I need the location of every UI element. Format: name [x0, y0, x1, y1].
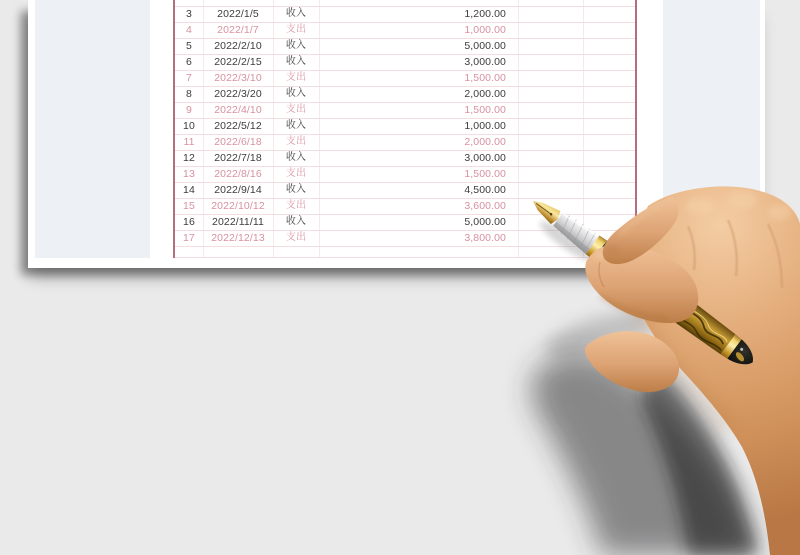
cell-row-number[interactable]: 3	[186, 7, 192, 20]
cell-amount[interactable]: 3,800.00	[464, 231, 506, 244]
cell-amount[interactable]: 1,000.00	[464, 23, 506, 36]
ledger-table	[173, 0, 637, 258]
cell-date[interactable]: 2022/12/13	[211, 231, 265, 244]
cell-type[interactable]: 收入	[285, 119, 307, 131]
table-bottom-gridline	[175, 257, 635, 258]
cell-amount[interactable]: 5,000.00	[464, 39, 506, 52]
cell-row-number[interactable]: 17	[183, 231, 195, 244]
cell-type[interactable]: 收入	[285, 55, 307, 67]
cell-date[interactable]: 2022/2/10	[214, 39, 262, 52]
cell-row-number[interactable]: 16	[183, 215, 195, 228]
table-row	[175, 86, 635, 102]
cell-amount[interactable]: 3,600.00	[464, 199, 506, 212]
cell-row-number[interactable]: 6	[186, 55, 192, 68]
cell-type[interactable]: 支出	[285, 199, 307, 211]
cell-amount[interactable]: 1,200.00	[464, 7, 506, 20]
cell-type[interactable]: 收入	[285, 183, 307, 195]
cell-row-number[interactable]: 11	[183, 135, 195, 148]
cell-row-number[interactable]: 9	[186, 103, 192, 116]
cell-type[interactable]: 支出	[285, 135, 307, 147]
cell-row-number[interactable]: 7	[186, 71, 192, 84]
cell-date[interactable]: 2022/4/10	[214, 103, 262, 116]
cell-date[interactable]: 2022/6/18	[214, 135, 262, 148]
cell-date[interactable]: 2022/1/5	[217, 7, 259, 20]
cell-amount[interactable]: 1,000.00	[464, 119, 506, 132]
cell-row-number[interactable]: 4	[186, 23, 192, 36]
table-row	[175, 166, 635, 182]
cell-type[interactable]: 支出	[285, 103, 307, 115]
right-margin-panel	[663, 0, 760, 258]
curled-finger	[585, 331, 679, 392]
cell-amount[interactable]: 1,500.00	[464, 167, 506, 180]
cell-date[interactable]: 2022/10/12	[211, 199, 265, 212]
pen-center-band	[647, 280, 680, 314]
table-row	[175, 54, 635, 70]
cell-row-number[interactable]: 13	[183, 167, 195, 180]
pen-end-cap	[721, 334, 760, 372]
table-row	[175, 214, 635, 230]
cell-date[interactable]: 2022/7/18	[214, 151, 262, 164]
cell-type[interactable]: 支出	[285, 167, 307, 179]
cell-type[interactable]: 收入	[285, 151, 307, 163]
cell-date[interactable]: 2022/8/16	[214, 167, 262, 180]
cell-date[interactable]: 2022/5/12	[214, 119, 262, 132]
cell-type[interactable]: 支出	[285, 23, 307, 35]
pen-cap-ornament	[663, 292, 736, 356]
table-row	[175, 230, 635, 246]
cell-amount[interactable]: 2,000.00	[464, 87, 506, 100]
cell-row-number[interactable]: 15	[183, 199, 195, 212]
table-row	[175, 150, 635, 166]
cell-date[interactable]: 2022/3/10	[214, 71, 262, 84]
cell-row-number[interactable]: 12	[183, 151, 195, 164]
table-row	[175, 6, 635, 22]
cell-amount[interactable]: 1,500.00	[464, 103, 506, 116]
cell-type[interactable]: 收入	[285, 87, 307, 99]
spreadsheet-card	[28, 0, 765, 268]
cell-type[interactable]: 收入	[285, 39, 307, 51]
cell-row-number[interactable]: 5	[186, 39, 192, 52]
cell-row-number[interactable]: 14	[183, 183, 195, 196]
table-row	[175, 22, 635, 38]
cell-row-number[interactable]: 10	[183, 119, 195, 132]
cell-amount[interactable]: 5,000.00	[464, 215, 506, 228]
cell-amount[interactable]: 4,500.00	[464, 183, 506, 196]
cell-date[interactable]: 2022/11/11	[212, 215, 264, 228]
cell-type[interactable]: 收入	[285, 215, 307, 227]
hand-shadow	[531, 355, 758, 555]
cell-type[interactable]: 收入	[285, 7, 307, 19]
cell-row-number[interactable]: 8	[186, 87, 192, 100]
cell-date[interactable]: 2022/2/15	[214, 55, 262, 68]
table-row	[175, 102, 635, 118]
cell-amount[interactable]: 1,500.00	[464, 71, 506, 84]
table-row	[175, 182, 635, 198]
cell-amount[interactable]: 3,000.00	[464, 55, 506, 68]
cell-amount[interactable]: 3,000.00	[464, 151, 506, 164]
cell-date[interactable]: 2022/1/7	[217, 23, 259, 36]
left-margin-panel	[35, 0, 150, 258]
table-row	[175, 198, 635, 214]
cell-type[interactable]: 支出	[285, 231, 307, 243]
cell-type[interactable]: 支出	[285, 71, 307, 83]
table-row	[175, 118, 635, 134]
table-row	[175, 38, 635, 54]
cell-amount[interactable]: 2,000.00	[464, 135, 506, 148]
cell-date[interactable]: 2022/3/20	[214, 87, 262, 100]
table-row	[175, 134, 635, 150]
table-row	[175, 70, 635, 86]
cell-date[interactable]: 2022/9/14	[214, 183, 262, 196]
